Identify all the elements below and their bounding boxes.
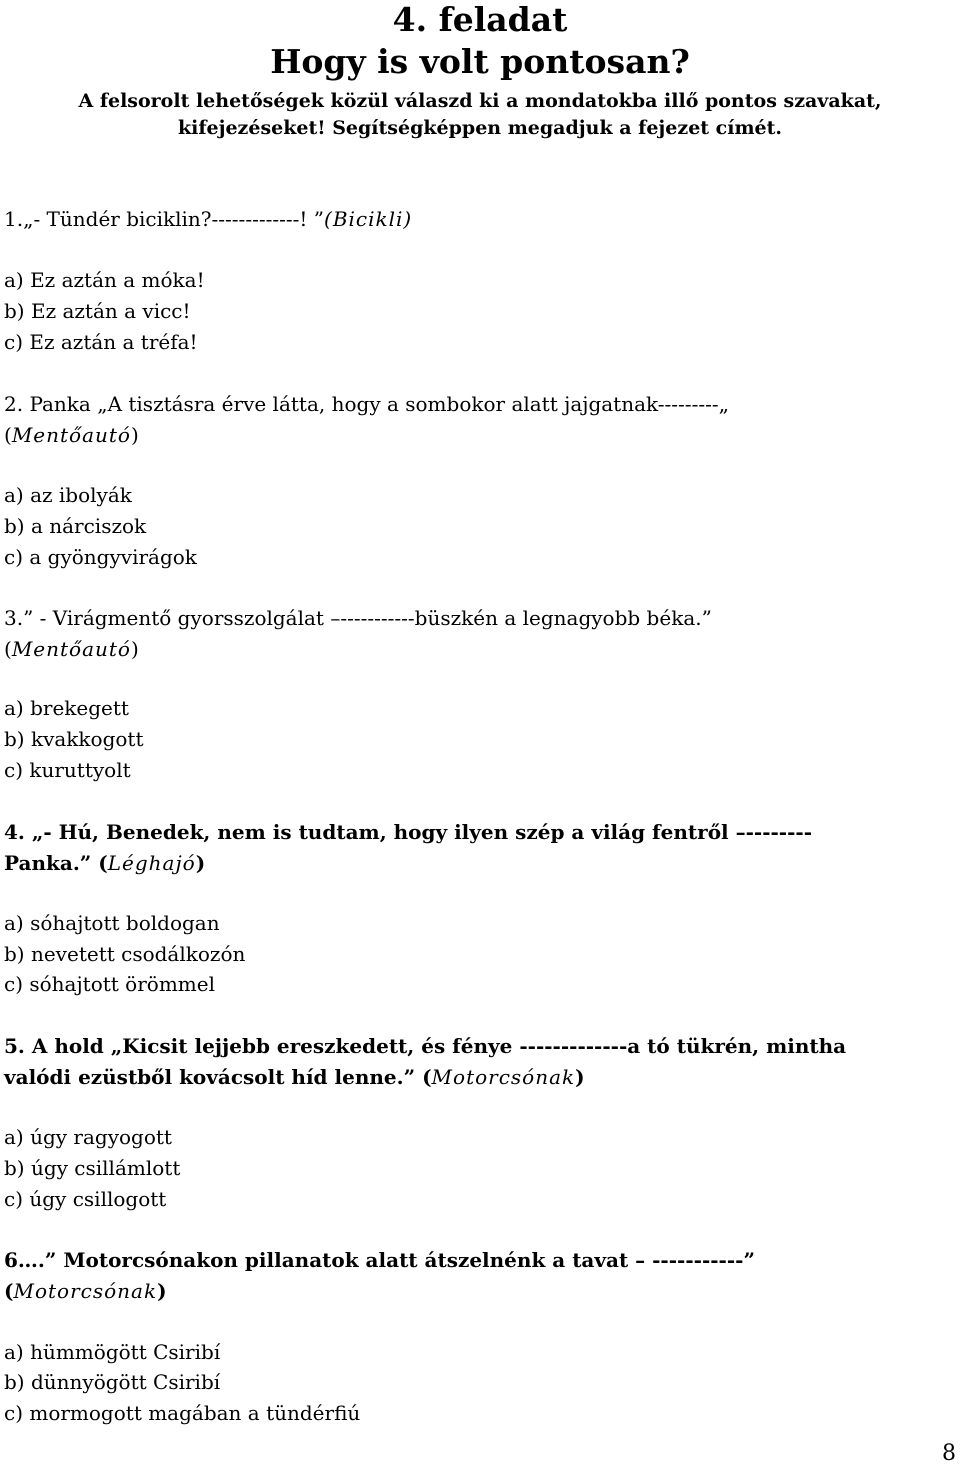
question-6-option-c: c) mormogott magában a tündérfiú xyxy=(4,1401,361,1425)
question-6-option-b: b) dünnyögött Csiribí xyxy=(4,1370,221,1394)
question-4-line-2: Panka.” (Léghajó) xyxy=(4,851,206,875)
question-1-option-b: b) Ez aztán a vicc! xyxy=(4,299,191,323)
question-6-option-a: a) hümmögött Csiribí xyxy=(4,1340,221,1364)
question-3-option-c: c) kuruttyolt xyxy=(4,758,131,782)
question-4-option-b: b) nevetett csodálkozón xyxy=(4,942,246,966)
question-5-hint: Motorcsónak xyxy=(431,1065,576,1089)
question-6-line-2: (Motorcsónak) xyxy=(4,1279,167,1303)
question-4-option-a: a) sóhajtott boldogan xyxy=(4,911,220,935)
question-4-option-c: c) sóhajtott örömmel xyxy=(4,972,215,996)
question-3-line-1: 3.” - Virágmentő gyorsszolgálat –-----------büszkén a legnagyobb béka.” xyxy=(4,606,712,630)
question-5-line-1: 5. A hold „Kicsit lejjebb ereszkedett, és fénye -------------a tó tükrén, mintha xyxy=(4,1034,847,1058)
question-3-option-a: a) brekegett xyxy=(4,696,129,720)
question-3-line-2: (Mentőautó) xyxy=(4,637,139,661)
question-1-line-1: 1.„- Tündér biciklin?-------------! ”(Bicikli) xyxy=(4,207,413,231)
question-3-option-b: b) kvakkogott xyxy=(4,727,144,751)
question-2-hint: Mentőautó xyxy=(11,423,131,447)
question-2-option-a: a) az ibolyák xyxy=(4,483,132,507)
question-1-option-a: a) Ez aztán a móka! xyxy=(4,268,205,292)
question-1-option-c: c) Ez aztán a tréfa! xyxy=(4,330,198,354)
question-5-option-a: a) úgy ragyogott xyxy=(4,1125,172,1149)
question-2-line-2: (Mentőautó) xyxy=(4,423,139,447)
instruction-line-2: kifejezéseket! Segítségképpen megadjuk a fejezet címét. xyxy=(177,117,783,139)
question-2-line-1: 2. Panka „A tisztásra érve látta, hogy a sombokor alatt jajgatnak---------„ xyxy=(4,392,729,416)
question-1-hint: Bicikli xyxy=(332,207,404,231)
exercise-title: Hogy is volt pontosan? xyxy=(270,42,690,81)
question-5-line-2: valódi ezüstből kovácsolt híd lenne.” (Motorcsónak) xyxy=(4,1065,585,1089)
exercise-number: 4. feladat xyxy=(392,0,568,39)
instruction-line-1: A felsorolt lehetőségek közül válaszd ki a mondatokba illő pontos szavakat, xyxy=(78,90,882,112)
question-6-line-1: 6….” Motorcsónakon pillanatok alatt átszelnénk a tavat – -----------” xyxy=(4,1248,755,1272)
instructions xyxy=(0,88,960,142)
question-4-hint: Léghajó xyxy=(107,851,196,875)
question-4-line-1: 4. „- Hú, Benedek, nem is tudtam, hogy ilyen szép a világ fentről –-------- xyxy=(4,820,812,844)
question-6-hint: Motorcsónak xyxy=(13,1279,158,1303)
question-2-option-c: c) a gyöngyvirágok xyxy=(4,545,197,569)
question-2-option-b: b) a nárciszok xyxy=(4,514,147,538)
question-5-option-c: c) úgy csillogott xyxy=(4,1187,167,1211)
page-number: 8 xyxy=(942,1441,956,1466)
question-3-hint: Mentőautó xyxy=(11,637,131,661)
question-5-option-b: b) úgy csillámlott xyxy=(4,1156,181,1180)
